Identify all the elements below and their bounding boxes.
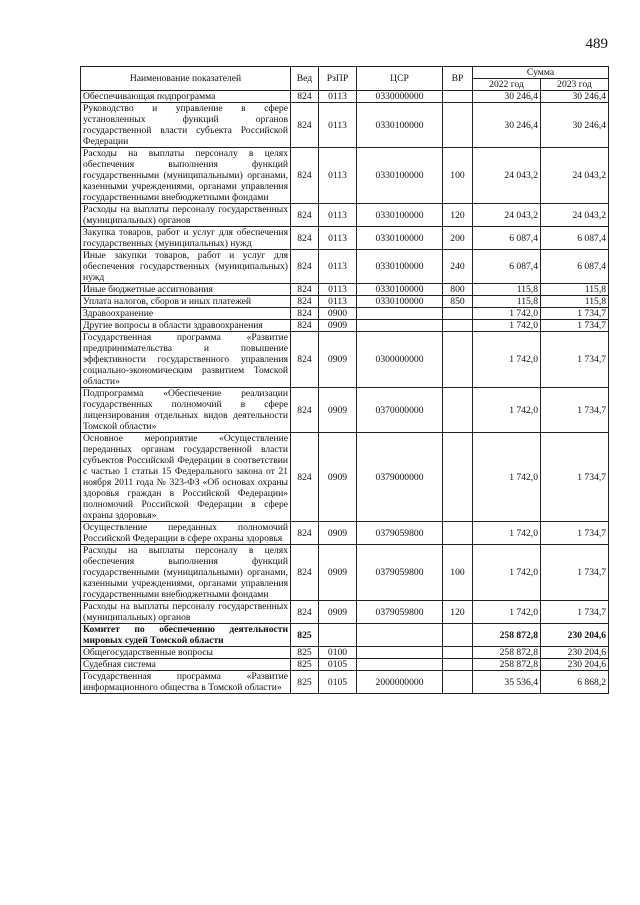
- cell-vr: [443, 659, 473, 671]
- page-number: 489: [585, 36, 608, 52]
- header-year-2023: 2023 год: [541, 79, 609, 91]
- cell-vr: [443, 671, 473, 694]
- cell-csr: 0300000000: [357, 332, 443, 388]
- cell-sum-2022: 30 246,4: [473, 103, 541, 148]
- cell-rzpr: 0909: [319, 388, 357, 433]
- cell-csr: 0330100000: [357, 296, 443, 308]
- cell-csr: 2000000000: [357, 671, 443, 694]
- cell-name: Руководство и управление в сфере установленных функций органов государственной власти субъекта Российской Федерации: [81, 103, 291, 148]
- cell-ved: 824: [291, 332, 319, 388]
- cell-sum-2022: 1 742,0: [473, 332, 541, 388]
- cell-ved: 825: [291, 647, 319, 659]
- cell-rzpr: 0909: [319, 433, 357, 522]
- cell-sum-2022: 258 872,8: [473, 647, 541, 659]
- cell-name: Здравоохранение: [81, 308, 291, 320]
- cell-ved: 824: [291, 388, 319, 433]
- cell-csr: 0330100000: [357, 148, 443, 204]
- cell-sum-2022: 258 872,8: [473, 624, 541, 647]
- cell-name: Иные бюджетные ассигнования: [81, 284, 291, 296]
- cell-name: Государственная программа «Развитие предпринимательства и повышение эффективности государственного управления социально-экономическим развитием Томской области»: [81, 332, 291, 388]
- cell-vr: 100: [443, 148, 473, 204]
- cell-rzpr: 0105: [319, 659, 357, 671]
- cell-sum-2022: 1 742,0: [473, 320, 541, 332]
- cell-csr: 0330100000: [357, 250, 443, 284]
- cell-ved: 825: [291, 624, 319, 647]
- cell-vr: [443, 522, 473, 545]
- cell-sum-2022: 1 742,0: [473, 388, 541, 433]
- cell-name: Иные закупки товаров, работ и услуг для обеспечения государственных (муниципальных) нужд: [81, 250, 291, 284]
- cell-sum-2023: 1 734,7: [541, 545, 609, 601]
- table-row: [81, 204, 609, 227]
- cell-csr: 0330100000: [357, 204, 443, 227]
- cell-rzpr: 0113: [319, 284, 357, 296]
- cell-name: Общегосударственные вопросы: [81, 647, 291, 659]
- cell-name: Уплата налогов, сборов и иных платежей: [81, 296, 291, 308]
- cell-sum-2023: 230 204,6: [541, 659, 609, 671]
- cell-ved: 824: [291, 296, 319, 308]
- cell-ved: 824: [291, 601, 319, 624]
- cell-vr: 120: [443, 204, 473, 227]
- cell-vr: [443, 433, 473, 522]
- header-ved: Вед: [291, 67, 319, 91]
- cell-ved: 824: [291, 284, 319, 296]
- cell-vr: [443, 624, 473, 647]
- cell-rzpr: 0909: [319, 545, 357, 601]
- cell-csr: 0379059800: [357, 601, 443, 624]
- table-row: [81, 624, 609, 647]
- cell-sum-2023: 6 087,4: [541, 250, 609, 284]
- table-row: [81, 601, 609, 624]
- cell-vr: 120: [443, 601, 473, 624]
- table-row: [81, 671, 609, 694]
- cell-name: Обеспечивающая подпрограмма: [81, 91, 291, 103]
- header-year-2022: 2022 год: [473, 79, 541, 91]
- cell-rzpr: [319, 624, 357, 647]
- header-sum: Сумма: [473, 67, 609, 79]
- cell-rzpr: 0105: [319, 671, 357, 694]
- cell-sum-2023: 6 868,2: [541, 671, 609, 694]
- cell-sum-2022: 1 742,0: [473, 601, 541, 624]
- cell-sum-2022: 1 742,0: [473, 522, 541, 545]
- cell-vr: 200: [443, 227, 473, 250]
- cell-csr: [357, 647, 443, 659]
- cell-rzpr: 0113: [319, 250, 357, 284]
- cell-sum-2022: 6 087,4: [473, 250, 541, 284]
- cell-sum-2022: 1 742,0: [473, 545, 541, 601]
- cell-rzpr: 0113: [319, 296, 357, 308]
- cell-rzpr: 0900: [319, 308, 357, 320]
- cell-vr: [443, 332, 473, 388]
- cell-vr: 240: [443, 250, 473, 284]
- header-vr: ВР: [443, 67, 473, 91]
- cell-name: Государственная программа «Развитие информационного общества в Томской области»: [81, 671, 291, 694]
- cell-sum-2022: 24 043,2: [473, 148, 541, 204]
- cell-csr: [357, 320, 443, 332]
- cell-csr: 0330100000: [357, 284, 443, 296]
- cell-csr: 0379059800: [357, 545, 443, 601]
- cell-vr: 800: [443, 284, 473, 296]
- cell-csr: [357, 624, 443, 647]
- table-row: [81, 250, 609, 284]
- table-row: [81, 91, 609, 103]
- table-row: [81, 103, 609, 148]
- cell-name: Расходы на выплаты персоналу государственных (муниципальных) органов: [81, 601, 291, 624]
- cell-rzpr: 0909: [319, 320, 357, 332]
- table-body: [81, 91, 609, 694]
- cell-sum-2022: 30 246,4: [473, 91, 541, 103]
- table-row: [81, 647, 609, 659]
- table-row: [81, 545, 609, 601]
- cell-csr: [357, 659, 443, 671]
- cell-ved: 824: [291, 308, 319, 320]
- cell-name: Подпрограмма «Обеспечение реализации государственных полномочий в сфере лицензирования отдельных видов деятельности Томской области»: [81, 388, 291, 433]
- table-row: [81, 433, 609, 522]
- cell-name: Основное мероприятие «Осуществление переданных органам государственной власти субъектов Российской Федерации в соответствии с частью 1 статьи 15 Федерального закона от 21 ноября 2011 года № 323-ФЗ «Об основах охраны здоровья граждан в Российской Федерации» полномочий Российской Федерации в сфере охраны здоровья»: [81, 433, 291, 522]
- header-csr: ЦСР: [357, 67, 443, 91]
- cell-csr: 0330000000: [357, 91, 443, 103]
- table-row: [81, 227, 609, 250]
- cell-name: Расходы на выплаты персоналу государственных (муниципальных) органов: [81, 204, 291, 227]
- cell-sum-2022: 115,8: [473, 284, 541, 296]
- cell-sum-2023: 115,8: [541, 296, 609, 308]
- cell-sum-2023: 24 043,2: [541, 148, 609, 204]
- table-row: [81, 284, 609, 296]
- cell-ved: 825: [291, 659, 319, 671]
- table-row: [81, 320, 609, 332]
- cell-rzpr: 0909: [319, 522, 357, 545]
- table-row: [81, 659, 609, 671]
- cell-rzpr: 0100: [319, 647, 357, 659]
- cell-vr: [443, 647, 473, 659]
- cell-name: Судебная система: [81, 659, 291, 671]
- cell-csr: 0330100000: [357, 103, 443, 148]
- table-row: [81, 308, 609, 320]
- cell-ved: 824: [291, 148, 319, 204]
- cell-sum-2023: 1 734,7: [541, 388, 609, 433]
- cell-vr: 850: [443, 296, 473, 308]
- cell-sum-2022: 1 742,0: [473, 433, 541, 522]
- cell-rzpr: 0113: [319, 148, 357, 204]
- cell-rzpr: 0113: [319, 204, 357, 227]
- cell-sum-2023: 1 734,7: [541, 308, 609, 320]
- table-row: [81, 388, 609, 433]
- cell-vr: [443, 103, 473, 148]
- cell-ved: 824: [291, 320, 319, 332]
- cell-ved: 824: [291, 545, 319, 601]
- cell-csr: 0330100000: [357, 227, 443, 250]
- table-row: [81, 296, 609, 308]
- cell-sum-2022: 6 087,4: [473, 227, 541, 250]
- table-row: [81, 332, 609, 388]
- cell-name: Другие вопросы в области здравоохранения: [81, 320, 291, 332]
- header-rzpr: РзПР: [319, 67, 357, 91]
- cell-sum-2023: 1 734,7: [541, 433, 609, 522]
- table-row: [81, 522, 609, 545]
- cell-ved: 824: [291, 250, 319, 284]
- cell-ved: 824: [291, 433, 319, 522]
- cell-rzpr: 0113: [319, 91, 357, 103]
- cell-sum-2023: 30 246,4: [541, 91, 609, 103]
- cell-vr: [443, 308, 473, 320]
- cell-vr: [443, 91, 473, 103]
- cell-sum-2022: 24 043,2: [473, 204, 541, 227]
- cell-name: Осуществление переданных полномочий Российской Федерации в сфере охраны здоровья: [81, 522, 291, 545]
- cell-name: Расходы на выплаты персоналу в целях обеспечения выполнения функций государственными (муниципальными) органами, казенными учреждениями, органами управления государственными внебюджетными фондами: [81, 545, 291, 601]
- cell-sum-2023: 1 734,7: [541, 601, 609, 624]
- header-name: Наименование показателей: [81, 67, 291, 91]
- cell-sum-2023: 1 734,7: [541, 522, 609, 545]
- cell-vr: 100: [443, 545, 473, 601]
- cell-sum-2023: 230 204,6: [541, 624, 609, 647]
- cell-csr: 0379059800: [357, 522, 443, 545]
- cell-sum-2022: 258 872,8: [473, 659, 541, 671]
- cell-csr: 0370000000: [357, 388, 443, 433]
- cell-rzpr: 0909: [319, 332, 357, 388]
- cell-csr: 0379000000: [357, 433, 443, 522]
- cell-sum-2023: 230 204,6: [541, 647, 609, 659]
- cell-rzpr: 0113: [319, 103, 357, 148]
- cell-ved: 824: [291, 204, 319, 227]
- cell-rzpr: 0113: [319, 227, 357, 250]
- cell-sum-2022: 35 536,4: [473, 671, 541, 694]
- cell-sum-2022: 1 742,0: [473, 308, 541, 320]
- cell-vr: [443, 388, 473, 433]
- cell-ved: 825: [291, 671, 319, 694]
- cell-csr: [357, 308, 443, 320]
- cell-ved: 824: [291, 227, 319, 250]
- budget-table: [80, 66, 609, 694]
- cell-name: Закупка товаров, работ и услуг для обеспечения государственных (муниципальных) нужд: [81, 227, 291, 250]
- cell-rzpr: 0909: [319, 601, 357, 624]
- cell-sum-2023: 115,8: [541, 284, 609, 296]
- table-row: [81, 148, 609, 204]
- cell-sum-2023: 30 246,4: [541, 103, 609, 148]
- cell-name: Расходы на выплаты персоналу в целях обеспечения выполнения функций государственными (муниципальными) органами, казенными учреждениями, органами управления государственными внебюджетными фондами: [81, 148, 291, 204]
- cell-ved: 824: [291, 91, 319, 103]
- cell-name: Комитет по обеспечению деятельности мировых судей Томской области: [81, 624, 291, 647]
- cell-vr: [443, 320, 473, 332]
- cell-sum-2023: 24 043,2: [541, 204, 609, 227]
- cell-ved: 824: [291, 103, 319, 148]
- cell-sum-2023: 1 734,7: [541, 320, 609, 332]
- cell-sum-2023: 1 734,7: [541, 332, 609, 388]
- cell-ved: 824: [291, 522, 319, 545]
- cell-sum-2023: 6 087,4: [541, 227, 609, 250]
- cell-sum-2022: 115,8: [473, 296, 541, 308]
